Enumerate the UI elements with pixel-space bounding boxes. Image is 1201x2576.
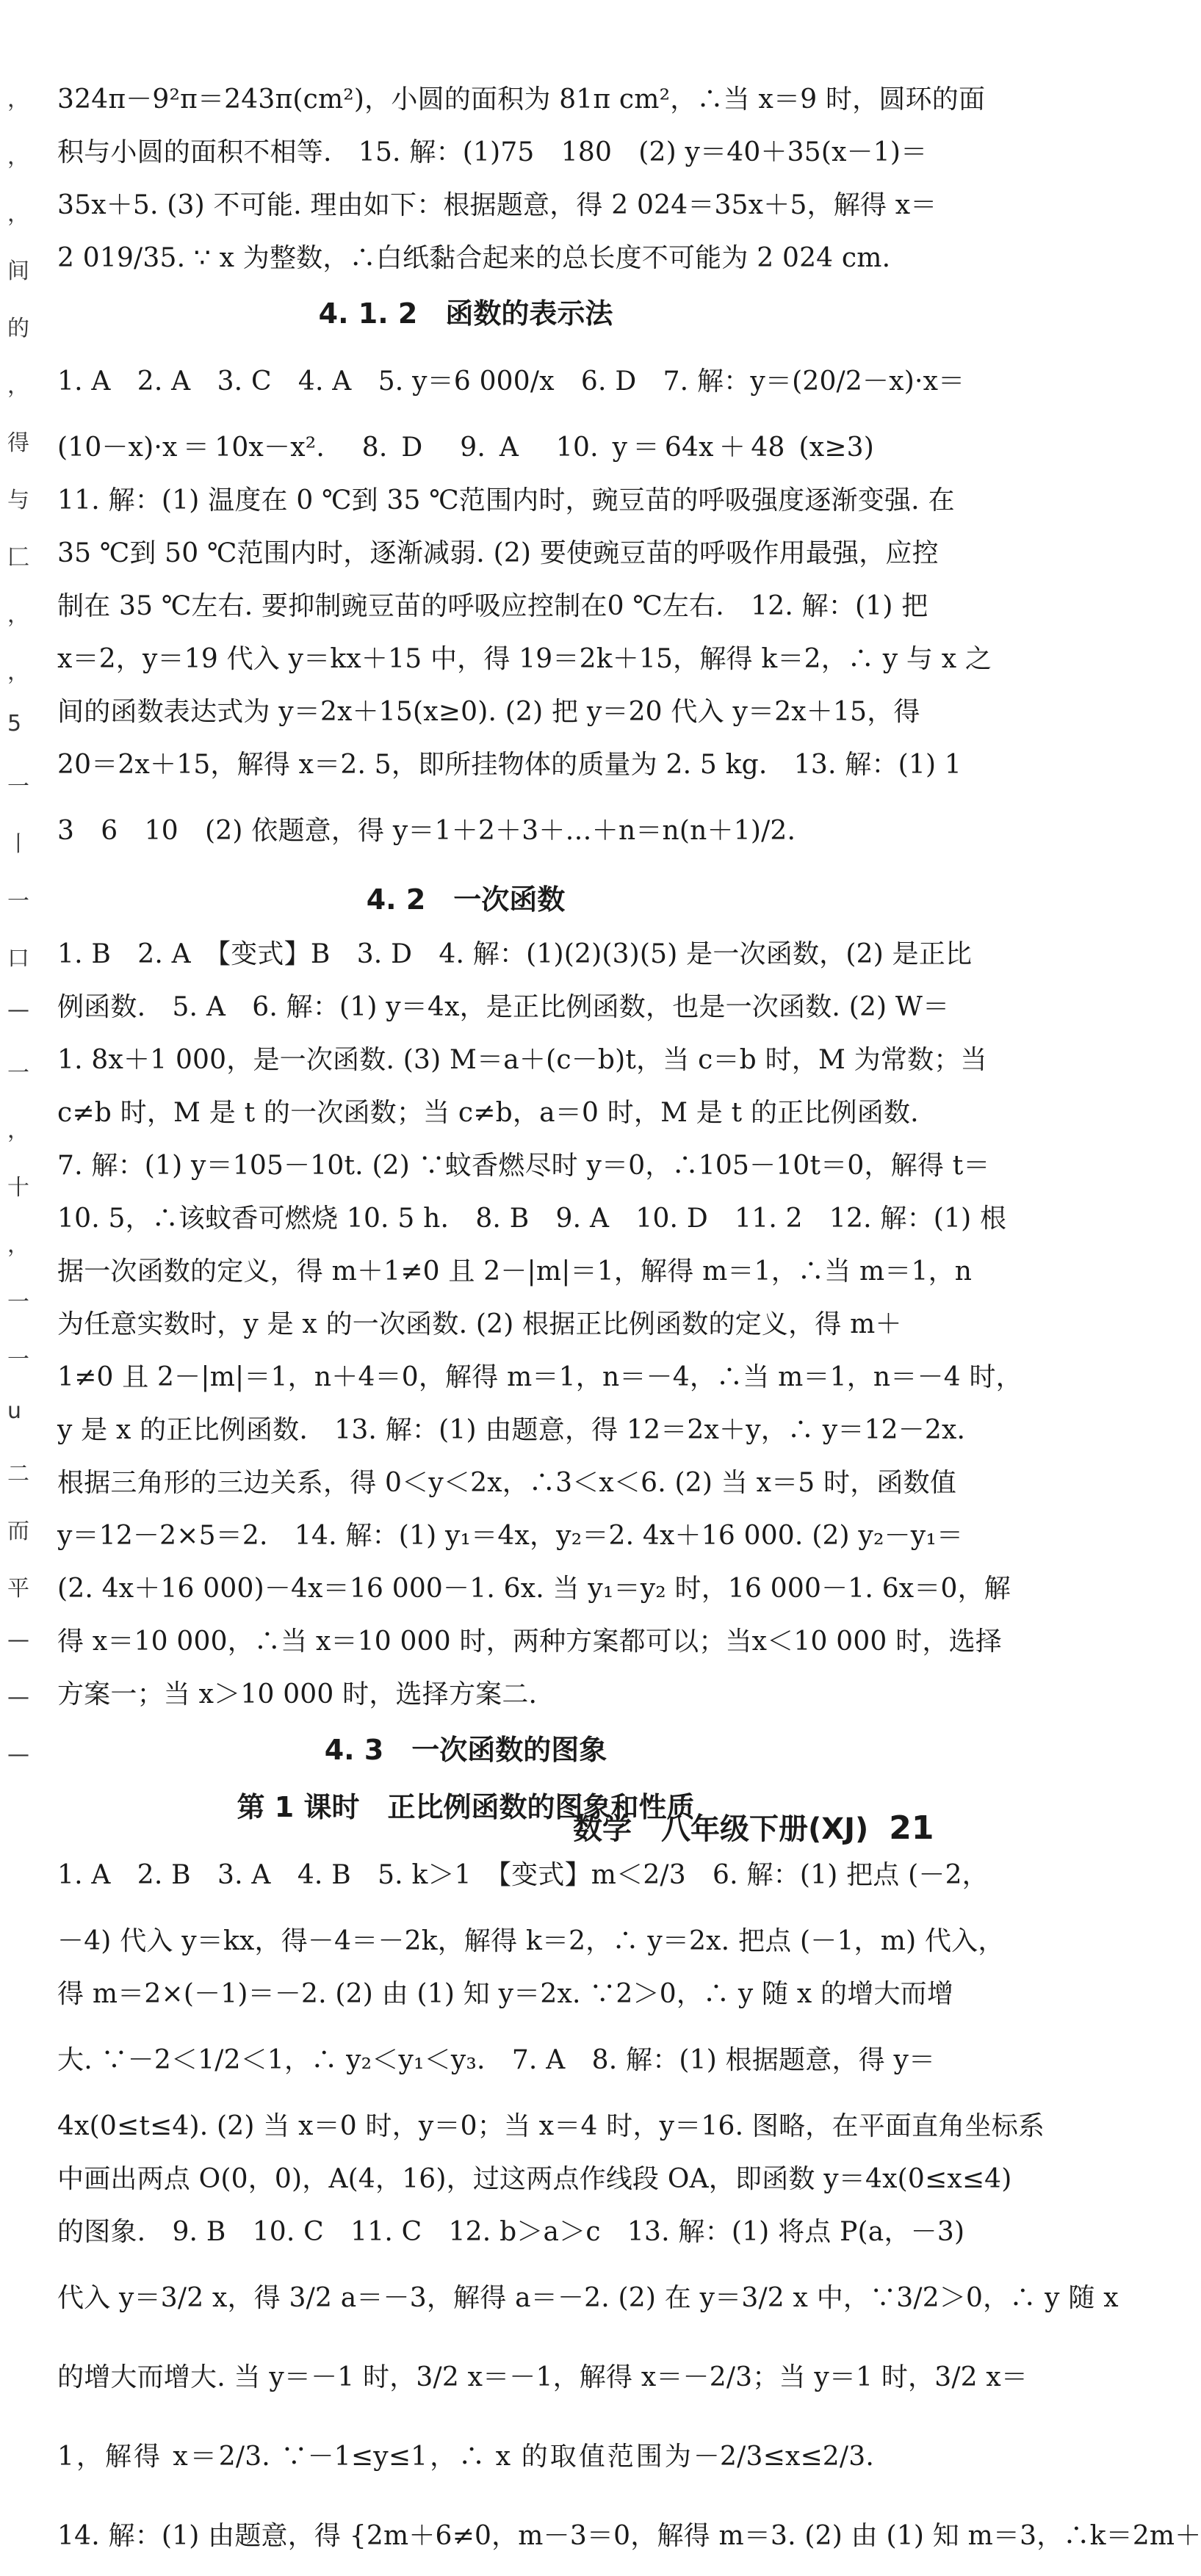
answer-line: 中画出两点 O(0，0)，A(4，16)，过这两点作线段 OA，即函数 y＝4x(0≤x≤4) [57, 2164, 1012, 2194]
answer-line: 20＝2x＋15，解得 x＝2. 5，即所挂物体的质量为 2. 5 kg. 13. 解：(1) 1 [57, 750, 962, 780]
margin-fragment: ， [7, 87, 29, 112]
answer-line: 代入 y＝3/2 x，得 3/2 a＝－3，解得 a＝－2. (2) 在 y＝3/2 x 中，∵3/2＞0，∴ y 随 x [57, 2283, 1119, 2313]
margin-fragment: — [7, 1627, 29, 1653]
section-heading: 第 1 课时 正比例函数的图象和性质 [237, 1791, 695, 1823]
answer-content [57, 73, 1201, 2576]
margin-fragment: 一 [7, 889, 29, 914]
answer-line: 1≠0 且 2－|m|＝1，n＋4＝0，解得 m＝1，n＝－4，∴当 m＝1，n＝－4 时， [57, 1362, 1023, 1392]
answer-line: (10－x)·x＝10x－x². 8. D 9. A 10. y＝64x＋48 (x≥3) [57, 433, 874, 463]
answer-line: 1. A 2. A 3. C 4. A 5. y＝6 000/x 6. D 7. 解：y＝(20/2－x)·x＝ [57, 366, 965, 397]
answer-line: 积与小圆的面积不相等. 15. 解：(1)75 180 (2) y＝40＋35(x－1)＝ [57, 137, 928, 167]
answer-line: 10. 5，∴该蚊香可燃烧 10. 5 h. 8. B 9. A 10. D 11. 2 12. 解：(1) 根 [57, 1204, 1007, 1234]
answer-line: 35x＋5. (3) 不可能. 理由如下：根据题意，得 2 024＝35x＋5，解得 x＝ [57, 190, 937, 220]
section-heading: 4. 3 一次函数的图象 [324, 1734, 607, 1766]
answer-line: 根据三角形的三边关系，得 0＜y＜2x，∴3＜x＜6. (2) 当 x＝5 时，函数值 [57, 1468, 957, 1498]
margin-fragment: ， [7, 1118, 29, 1143]
answer-line: 的增大而增大. 当 y＝－1 时，3/2 x＝－1，解得 x＝－2/3；当 y＝1 时，3/2 x＝ [57, 2362, 1028, 2392]
answer-line: 1. A 2. B 3. A 4. B 5. k＞1 【变式】m＜2/3 6. 解：(1) 把点 (－2， [57, 1860, 989, 1890]
answer-line: y＝12－2×5＝2. 14. 解：(1) y₁＝4x，y₂＝2. 4x＋16 000. (2) y₂－y₁＝ [57, 1521, 964, 1551]
margin-fragment: ， [7, 1232, 29, 1258]
answer-line: 为任意实数时，y 是 x 的一次函数. (2) 根据正比例函数的定义，得 m＋ [57, 1309, 902, 1339]
answer-line: 1，解得 x＝2/3. ∵－1≤y≤1，∴ x 的取值范围为－2/3≤x≤2/3. [57, 2442, 874, 2472]
margin-fragment: ， [7, 659, 29, 685]
page-footer [573, 1803, 934, 1854]
margin-fragment: 二 [7, 1461, 29, 1487]
answer-line: 1. B 2. A 【变式】B 3. D 4. 解：(1)(2)(3)(5) 是一次函数，(2) 是正比 [57, 939, 973, 969]
margin-fragment: 十 [7, 1175, 29, 1201]
margin-fragment: 而 [7, 1519, 29, 1544]
answer-line: 1. 8x＋1 000，是一次函数. (3) M＝a＋(c－b)t，当 c＝b 时，M 为常数；当 [57, 1045, 987, 1075]
answer-line: 2 019/35. ∵ x 为整数，∴白纸黏合起来的总长度不可能为 2 024 cm. [57, 243, 891, 273]
page-number: 21 [889, 1809, 934, 1847]
footer-subject: 数学 八年级下册(XJ) [573, 1812, 869, 1846]
answer-line: 14. 解：(1) 由题意，得 {2m＋6≠0，m－3＝0，解得 m＝3. (2) 由 (1) 知 m＝3，∴k＝2m＋ [57, 2521, 1201, 2551]
margin-fragment: ， [7, 602, 29, 628]
answer-line: 的图象. 9. B 10. C 11. C 12. b＞a＞c 13. 解：(1) 将点 P(a，－3) [57, 2217, 965, 2247]
section-heading: 4. 2 一次函数 [366, 883, 566, 916]
answer-line: 方案一；当 x＞10 000 时，选择方案二. [57, 1679, 538, 1710]
margin-fragment: 一 [7, 1289, 29, 1315]
binding-margin [0, 0, 29, 1882]
margin-fragment: 匚 [7, 545, 29, 571]
answer-line: 大. ∵－2＜1/2＜1，∴ y₂＜y₁＜y₃. 7. A 8. 解：(1) 根据题意，得 y＝ [57, 2045, 936, 2075]
answer-line: 据一次函数的定义，得 m＋1≠0 且 2－|m|＝1，解得 m＝1，∴当 m＝1，n [57, 1256, 973, 1287]
margin-fragment: — [7, 1685, 29, 1710]
answer-line: 35 ℃到 50 ℃范围内时，逐渐减弱. (2) 要使豌豆苗的呼吸作用最强，应控 [57, 538, 939, 568]
answer-line: 324π－9²π＝243π(cm²)，小圆的面积为 81π cm²，∴当 x＝9 时，圆环的面 [57, 84, 986, 115]
margin-fragment: 一 [7, 774, 29, 800]
margin-fragment: ， [7, 144, 29, 170]
margin-fragment: 丨 [7, 831, 29, 857]
answer-line: －4) 代入 y＝kx，得－4＝－2k，解得 k＝2，∴ y＝2x. 把点 (－1，m) 代入， [57, 1926, 1005, 1956]
answer-line: y 是 x 的正比例函数. 13. 解：(1) 由题意，得 12＝2x＋y，∴ y＝12－2x. [57, 1415, 966, 1445]
margin-fragment: ， [7, 373, 29, 399]
margin-fragment: 间 [7, 258, 29, 284]
answer-line: 4x(0≤t≤4). (2) 当 x＝0 时，y＝0；当 x＝4 时，y＝16. 图略，在平面直角坐标系 [57, 2111, 1045, 2141]
margin-fragment: 与 [7, 488, 29, 513]
margin-fragment: u [7, 1398, 22, 1424]
margin-fragment: 得 [7, 430, 29, 456]
margin-fragment: 一 [7, 1060, 29, 1086]
margin-fragment: 口 [7, 946, 29, 972]
margin-fragment: 一 [7, 1347, 29, 1372]
answer-line: 3 6 10 (2) 依题意，得 y＝1＋2＋3＋…＋n＝n(n＋1)/2. [57, 816, 796, 846]
answer-line: c≠b 时，M 是 t 的一次函数；当 c≠b，a＝0 时，M 是 t 的正比例函数. [57, 1098, 919, 1128]
margin-fragment: — [7, 997, 29, 1023]
margin-fragment: ， [7, 201, 29, 227]
answer-line: 11. 解：(1) 温度在 0 ℃到 35 ℃范围内时，豌豆苗的呼吸强度逐渐变强. 在 [57, 485, 955, 515]
answer-line: 例函数. 5. A 6. 解：(1) y＝4x，是正比例函数，也是一次函数. (2) W＝ [57, 992, 950, 1022]
answer-line: 制在 35 ℃左右. 要抑制豌豆苗的呼吸应控制在0 ℃左右. 12. 解：(1) 把 [57, 591, 928, 621]
section-heading: 4. 1. 2 函数的表示法 [318, 297, 613, 330]
answer-line: 间的函数表达式为 y＝2x＋15(x≥0). (2) 把 y＝20 代入 y＝2x＋15，得 [57, 697, 920, 727]
answer-line: 得 x＝10 000，∴当 x＝10 000 时，两种方案都可以；当x＜10 000 时，选择 [57, 1627, 1002, 1657]
answer-line: (2. 4x＋16 000)－4x＝16 000－1. 6x. 当 y₁＝y₂ 时，16 000－1. 6x＝0，解 [57, 1574, 1011, 1604]
answer-line: 得 m＝2×(－1)＝－2. (2) 由 (1) 知 y＝2x. ∵2＞0，∴ y 随 x 的增大而增 [57, 1979, 954, 2009]
answer-line: x＝2，y＝19 代入 y＝kx＋15 中，得 19＝2k＋15，解得 k＝2，∴ y 与 x 之 [57, 644, 992, 674]
margin-fragment: — [7, 1742, 29, 1768]
margin-fragment: 的 [7, 316, 29, 341]
margin-fragment: 平 [7, 1576, 29, 1602]
margin-fragment: 5 [7, 711, 22, 737]
answer-line: 7. 解：(1) y＝105－10t. (2) ∵蚊香燃尽时 y＝0，∴105－10t＝0，解得 t＝ [57, 1151, 990, 1181]
